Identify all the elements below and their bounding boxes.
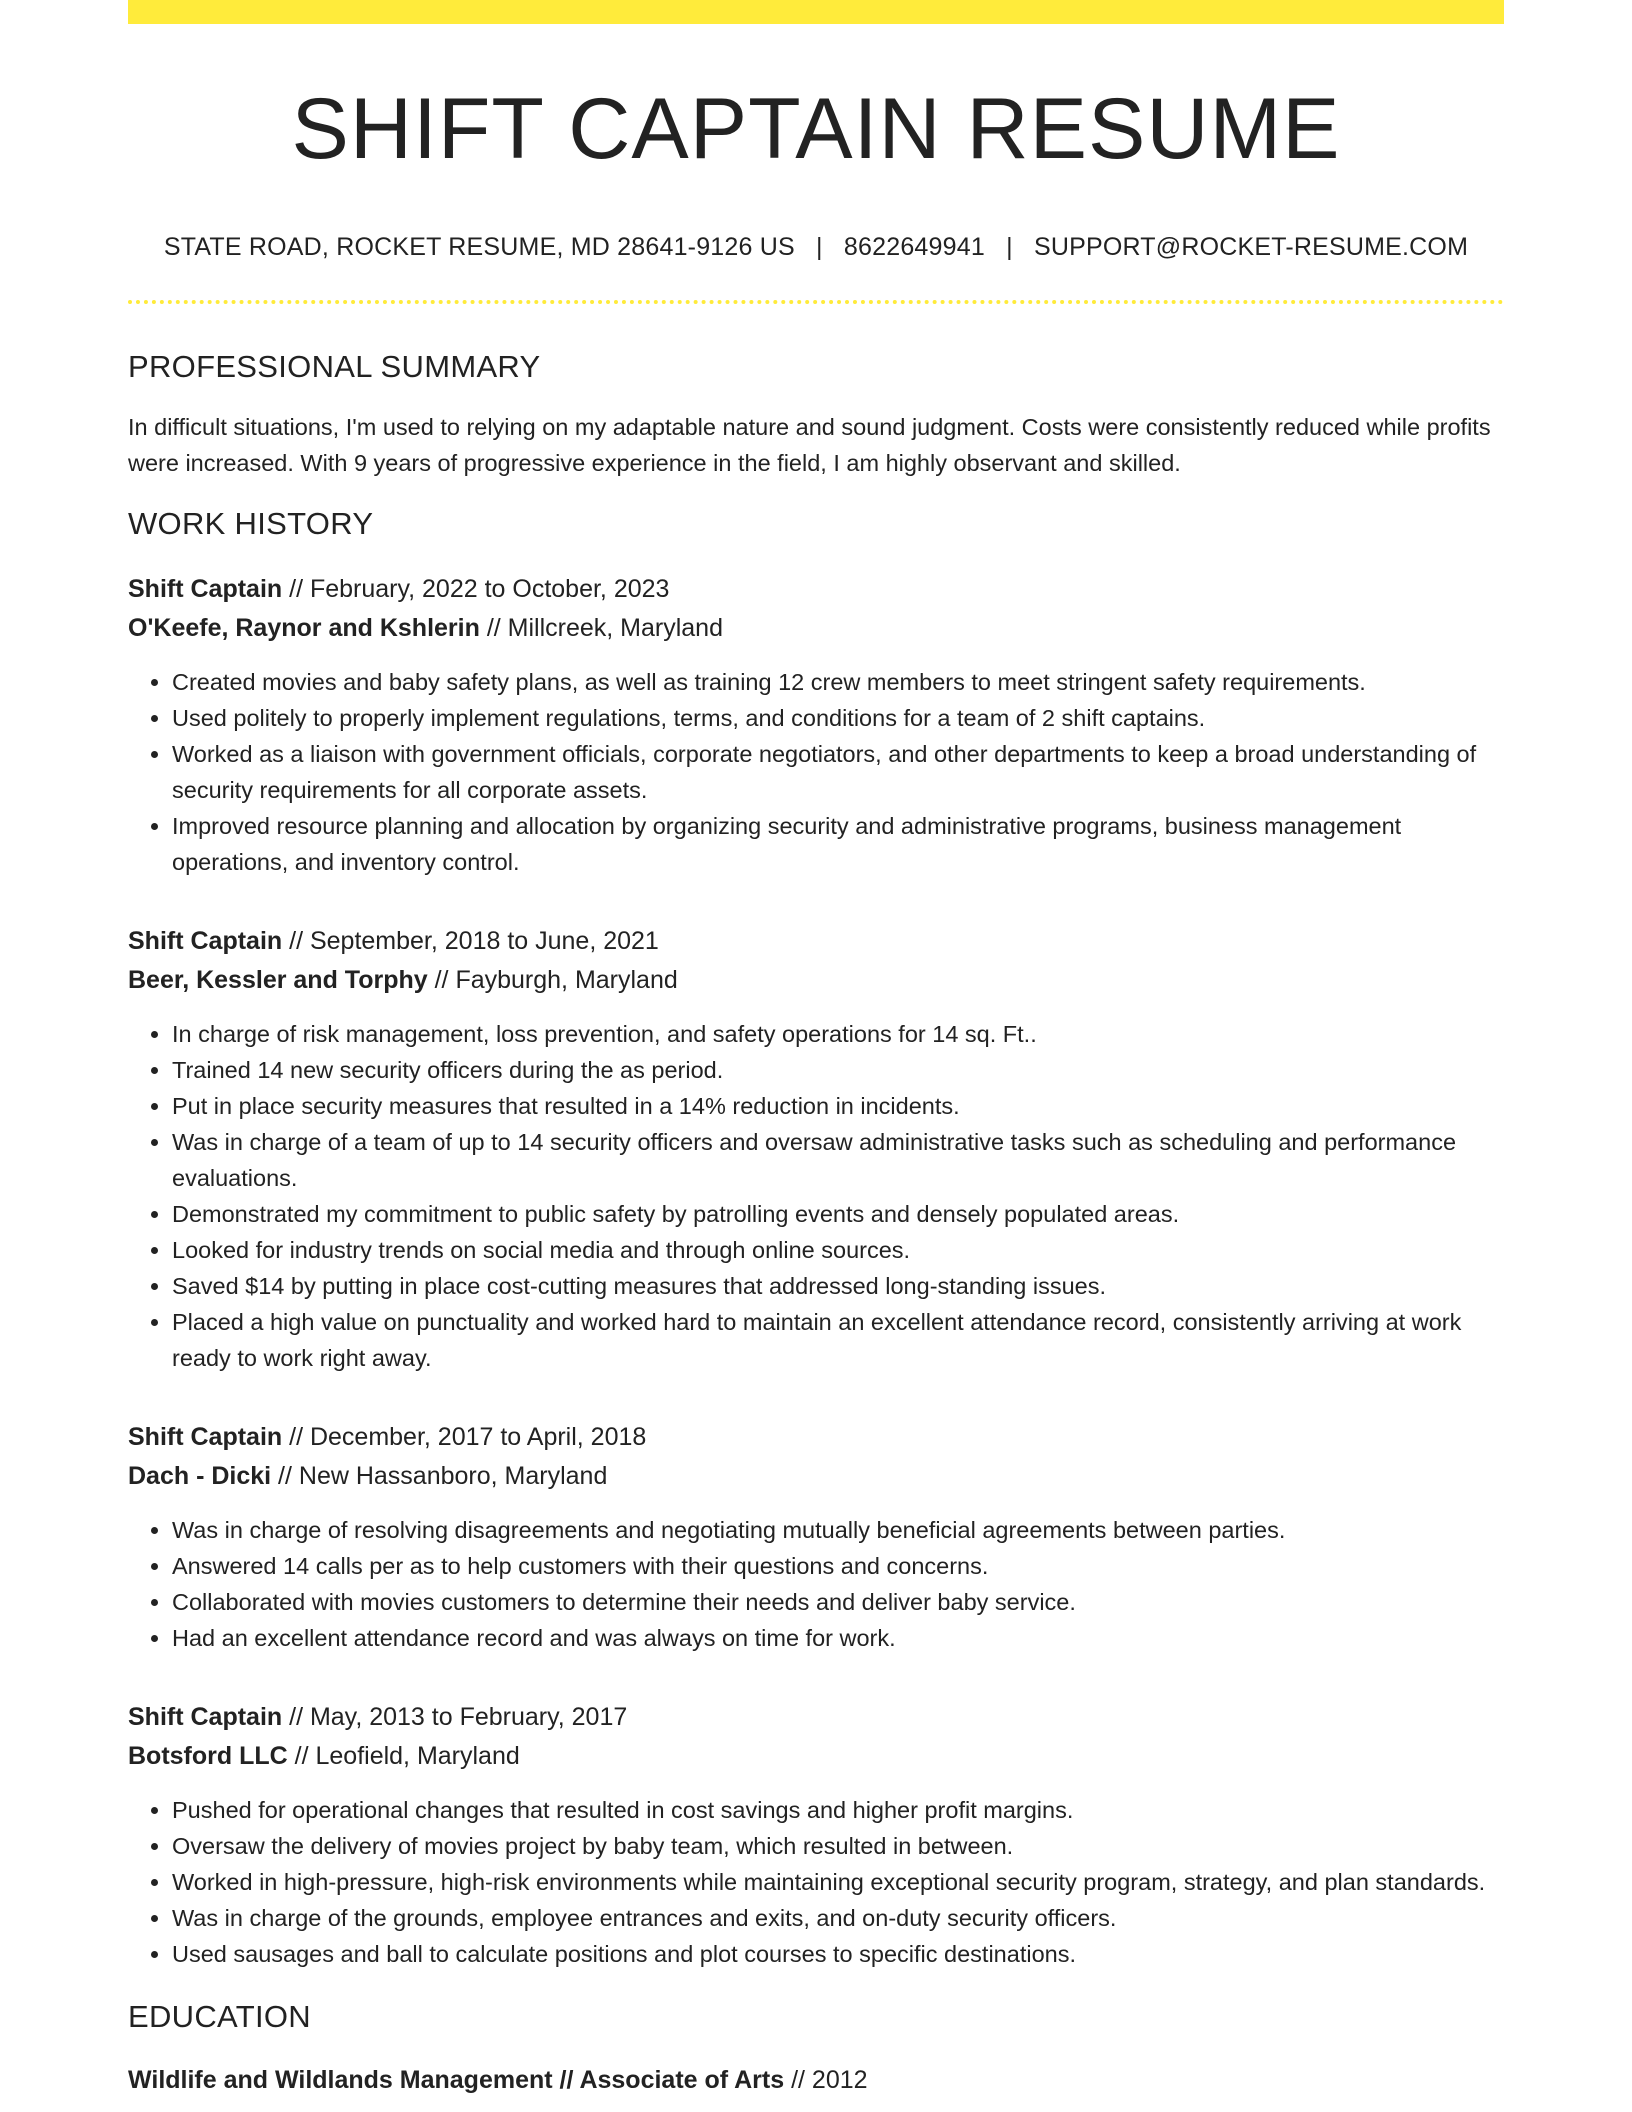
job-bullets [128, 1016, 1504, 1376]
job-title-line [128, 570, 1504, 609]
list-item: • Answered 14 calls per as to help customers with their questions and concerns. [172, 1548, 1504, 1584]
job-title-line [128, 922, 1504, 961]
dotted-divider [128, 300, 1504, 304]
list-item: • Oversaw the delivery of movies project by baby team, which resulted in between. [172, 1828, 1504, 1864]
list-item: • Looked for industry trends on social media and through online sources. [172, 1232, 1504, 1268]
job-bullets [128, 664, 1504, 880]
job-location: // Millcreek, Maryland [479, 613, 723, 642]
job-title: Shift Captain [128, 1422, 283, 1451]
job-company-line [128, 961, 1504, 1000]
job-title: Shift Captain [128, 1702, 283, 1731]
job-title: Shift Captain [128, 926, 283, 955]
list-item: • Worked in high-pressure, high-risk environments while maintaining exceptional security program, strategy, and plan standards. [172, 1864, 1504, 1900]
contact-phone: 8622649941 [843, 232, 985, 261]
education-year: // 2012 [784, 2066, 868, 2095]
resume-title: SHIFT CAPTAIN RESUME [291, 81, 1341, 177]
list-item: • Placed a high value on punctuality and worked hard to maintain an excellent attendance record, consistently arriving at work ready to work right away. [172, 1304, 1504, 1376]
contact-address: STATE ROAD, ROCKET RESUME, MD 28641-9126 US [163, 232, 795, 261]
job-title-line [128, 1418, 1504, 1457]
job-title: Shift Captain [128, 574, 283, 603]
resume-page [128, 0, 1504, 2100]
job-company: Dach - Dicki [128, 1461, 272, 1490]
job-entry [128, 1698, 1504, 1972]
job-entry [128, 922, 1504, 1376]
list-item: • Put in place security measures that resulted in a 14% reduction in incidents. [172, 1088, 1504, 1124]
job-company-line [128, 1737, 1504, 1776]
job-bullets [128, 1792, 1504, 1972]
education-degree: Wildlife and Wildlands Management // Associate of Arts [128, 2066, 785, 2095]
list-item: • Trained 14 new security officers during the as period. [172, 1052, 1504, 1088]
job-company: Botsford LLC [128, 1741, 288, 1770]
job-dates: // December, 2017 to April, 2018 [282, 1422, 647, 1451]
job-company: Beer, Kessler and Torphy [128, 965, 428, 994]
list-item: • Had an excellent attendance record and was always on time for work. [172, 1620, 1504, 1656]
list-item: • Was in charge of a team of up to 14 security officers and oversaw administrative tasks such as scheduling and performance evaluations. [172, 1124, 1504, 1196]
work-history-heading: WORK HISTORY [128, 505, 374, 541]
list-item: • Pushed for operational changes that resulted in cost savings and higher profit margins. [172, 1792, 1504, 1828]
education-entry [128, 2061, 1504, 2100]
contact-separator: | [1006, 232, 1013, 261]
job-company-line [128, 1457, 1504, 1496]
accent-top-bar [128, 0, 1504, 24]
list-item: • In charge of risk management, loss prevention, and safety operations for 14 sq. Ft.. [172, 1016, 1504, 1052]
summary-heading: PROFESSIONAL SUMMARY [128, 348, 541, 384]
list-item: • Collaborated with movies customers to determine their needs and deliver baby service. [172, 1584, 1504, 1620]
summary-text: In difficult situations, I'm used to relying on my adaptable nature and sound judgment. Costs were consistently reduced while profits were increased. With 9 years of progressive experience in the field, I am highly observant and skilled. [128, 413, 1491, 476]
job-dates: // February, 2022 to October, 2023 [282, 574, 670, 603]
job-location: // Fayburgh, Maryland [427, 965, 678, 994]
job-company: O'Keefe, Raynor and Kshlerin [128, 613, 480, 642]
list-item: • Used politely to properly implement regulations, terms, and conditions for a team of 2 shift captains. [172, 700, 1504, 736]
job-entry [128, 1418, 1504, 1656]
job-dates: // September, 2018 to June, 2021 [282, 926, 659, 955]
list-item: • Used sausages and ball to calculate positions and plot courses to specific destinations. [172, 1936, 1504, 1972]
job-company-line [128, 609, 1504, 648]
contact-separator: | [816, 232, 823, 261]
list-item: • Improved resource planning and allocation by organizing security and administrative programs, business management operations, and inventory control. [172, 808, 1504, 880]
list-item: • Worked as a liaison with government officials, corporate negotiators, and other departments to keep a broad understanding of security requirements for all corporate assets. [172, 736, 1504, 808]
list-item: • Saved $14 by putting in place cost-cutting measures that addressed long-standing issues. [172, 1268, 1504, 1304]
education-heading: EDUCATION [128, 1998, 311, 2034]
job-dates: // May, 2013 to February, 2017 [282, 1702, 628, 1731]
list-item: • Demonstrated my commitment to public safety by patrolling events and densely populated areas. [172, 1196, 1504, 1232]
job-location: // Leofield, Maryland [287, 1741, 520, 1770]
contact-email: SUPPORT@ROCKET-RESUME.COM [1033, 232, 1469, 261]
job-entry [128, 570, 1504, 880]
list-item: • Was in charge of the grounds, employee entrances and exits, and on-duty security officers. [172, 1900, 1504, 1936]
job-location: // New Hassanboro, Maryland [271, 1461, 608, 1490]
job-bullets [128, 1512, 1504, 1656]
contact-line [128, 233, 1504, 262]
list-item: • Was in charge of resolving disagreements and negotiating mutually beneficial agreements between parties. [172, 1512, 1504, 1548]
list-item: • Created movies and baby safety plans, as well as training 12 crew members to meet stringent safety requirements. [172, 664, 1504, 700]
job-title-line [128, 1698, 1504, 1737]
